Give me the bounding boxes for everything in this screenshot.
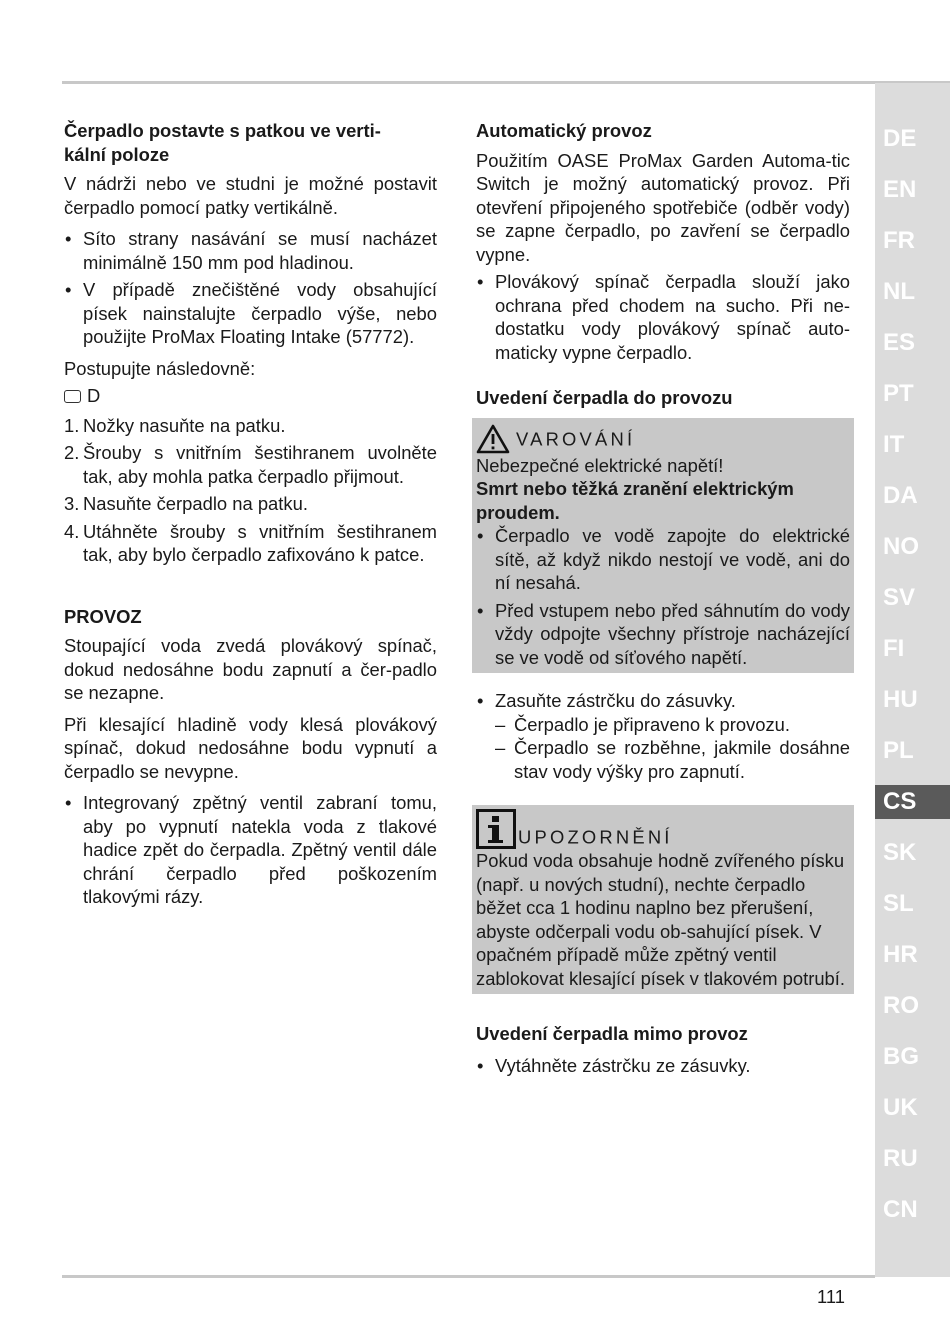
list-item: • Síto strany nasávání se musí nacházet minimálně 150 mm pod hladinou.	[64, 227, 437, 274]
bottom-rule	[62, 1275, 875, 1278]
bullet-list	[476, 689, 850, 713]
right-column	[476, 119, 850, 1085]
list-item	[64, 441, 437, 488]
language-tab-SL[interactable]: SL	[883, 890, 914, 917]
top-rule	[62, 81, 950, 84]
list-item: • V případě znečištěné vody obsahující písek nainstalujte čerpadlo výše, nebo použijte ProMax Floating Intake (57772).	[64, 278, 437, 349]
list-item: • Čerpadlo ve vodě zapojte do elektrické sítě, až když nikdo nestojí ve vodě, ani do ní nesahá.	[476, 524, 850, 595]
notice-text: Pokud voda obsahuje hodně zvířeného písku (např. u nových studní), nechte čerpadlo běžet cca 1 hodinu naplno bez přerušení, abyste odčerpali vodu ob-sahující písek. V opačném případě může zpětný ventil zablokovat klesající písek v tlakovém potrubí.	[476, 850, 846, 989]
language-tab-UK[interactable]: UK	[883, 1094, 918, 1121]
list-item: • Před vstupem nebo před sáhnutím do vody vždy odpojte všechny přístroje nacházející se ve vodě od síťového napětí.	[476, 599, 850, 670]
language-tab-IT[interactable]: IT	[883, 431, 905, 458]
language-tab-BG[interactable]: BG	[883, 1043, 919, 1070]
page-number: 111	[817, 1286, 845, 1307]
language-tab-RO[interactable]: RO	[883, 992, 919, 1019]
language-tab-ES[interactable]: ES	[883, 329, 916, 356]
paragraph: Použitím OASE ProMax Garden Automa-tic Switch je možný automatický provoz. Při otevření připojeného spotřebiče (odběr vody) se zapne čerpadlo, po zavření se čerpadlo vypne.	[476, 149, 850, 265]
language-tab-FI[interactable]: FI	[883, 635, 905, 662]
language-tab-CS[interactable]: CS	[875, 785, 950, 819]
info-icon	[476, 809, 516, 849]
language-tab-HR[interactable]: HR	[883, 941, 918, 968]
left-column	[64, 119, 437, 917]
result-list	[495, 713, 850, 784]
warning-bullets	[476, 524, 850, 669]
step-text: Nasuňte čerpadlo na patku.	[83, 493, 308, 514]
bullet-list	[476, 1054, 850, 1078]
language-tab-HU[interactable]: HU	[883, 686, 918, 713]
step-text: Utáhněte šrouby s vnitřním šestihranem tak, aby bylo čerpadlo zafixováno k patce.	[83, 520, 437, 565]
language-tab-DA[interactable]: DA	[883, 482, 918, 509]
steps-list	[64, 414, 437, 567]
language-tab-CN[interactable]: CN	[883, 1196, 918, 1223]
language-tab-SK[interactable]: SK	[883, 839, 917, 866]
warning-box	[472, 418, 854, 674]
language-tab-DE[interactable]: DE	[883, 125, 917, 152]
bullet-list	[476, 270, 850, 364]
language-tab-SV[interactable]: SV	[883, 584, 916, 611]
heading-line-1: Čerpadlo postavte s patkou ve verti-	[64, 120, 381, 141]
section-heading-vertical	[64, 119, 437, 166]
bullet-list	[64, 227, 437, 349]
figure-icon	[64, 390, 81, 403]
warning-triangle-icon	[476, 424, 510, 454]
list-item	[64, 414, 437, 438]
step-number: 1.	[64, 414, 80, 436]
step-number: 2.	[64, 442, 80, 463]
list-item	[64, 520, 437, 567]
step-text: Nožky nasuňte na patku.	[83, 414, 286, 436]
section-heading-provoz: PROVOZ	[64, 605, 142, 627]
notice-title: UPOZORNĚNÍ	[518, 826, 673, 848]
heading-line-2: kální poloze	[64, 143, 170, 165]
step-number: 3.	[64, 493, 80, 514]
language-tab-NL[interactable]: NL	[883, 278, 915, 305]
figure-reference	[64, 384, 437, 408]
list-item: – Čerpadlo se rozběhne, jakmile dosáhne stav vody výšky pro zapnutí.	[495, 736, 850, 783]
list-item: • Zasuňte zástrčku do zásuvky.	[476, 689, 850, 713]
section-heading-stop: Uvedení čerpadla mimo provoz	[476, 1023, 748, 1044]
section-heading-start: Uvedení čerpadla do provozu	[476, 387, 733, 408]
list-item	[64, 492, 437, 516]
warning-line-bold: Smrt nebo těžká zranění elektrickým proudem.	[476, 478, 794, 523]
paragraph: Stoupající voda zvedá plovákový spínač, dokud nedosáhne bodu zapnutí a čer-padlo se nezapne.	[64, 635, 437, 703]
language-tab-RU[interactable]: RU	[883, 1145, 918, 1172]
step-text: Šrouby s vnitřním šestihranem uvolněte tak, aby mohla patka čerpadlo přijmout.	[83, 442, 437, 487]
notice-header	[476, 809, 850, 849]
list-item: • Plovákový spínač čerpadla slouží jako ochrana před chodem na sucho. Při ne-dostatku vody plovákový spínač auto-maticky vypne čerpadlo.	[476, 270, 850, 364]
bullet-list	[64, 791, 437, 909]
notice-box	[472, 805, 854, 994]
list-item: – Čerpadlo je připraveno k provozu.	[495, 713, 850, 737]
list-item: • Integrovaný zpětný ventil zabraní tomu, aby po vypnutí natekla voda z tlakové hadice zpět do čerpadla. Zpětný ventil dále chrání čerpadlo před poškozením tlakovými rázy.	[64, 791, 437, 909]
warning-title: VAROVÁNÍ	[516, 427, 636, 449]
section-heading-auto: Automatický provoz	[476, 120, 652, 141]
language-tab-NO[interactable]: NO	[883, 533, 919, 560]
language-tab-FR[interactable]: FR	[883, 227, 915, 254]
warning-line: Nebezpečné elektrické napětí!	[476, 454, 724, 476]
paragraph: Při klesající hladině vody klesá plovákový spínač, dokud nedosáhne bodu vypnutí a čerpadlo se nevypne.	[64, 713, 437, 782]
language-tab-PT[interactable]: PT	[883, 380, 914, 407]
language-tab-PL[interactable]: PL	[883, 737, 914, 764]
figure-reference-label: D	[87, 385, 101, 406]
paragraph: V nádrži nebo ve studni je možné postavit čerpadlo pomocí patky vertikálně.	[64, 173, 437, 218]
paragraph: Postupujte následovně:	[64, 357, 256, 379]
language-tab-EN[interactable]: EN	[883, 176, 917, 203]
step-number: 4.	[64, 520, 80, 542]
list-item: • Vytáhněte zástrčku ze zásuvky.	[476, 1054, 850, 1078]
warning-header	[476, 424, 850, 454]
